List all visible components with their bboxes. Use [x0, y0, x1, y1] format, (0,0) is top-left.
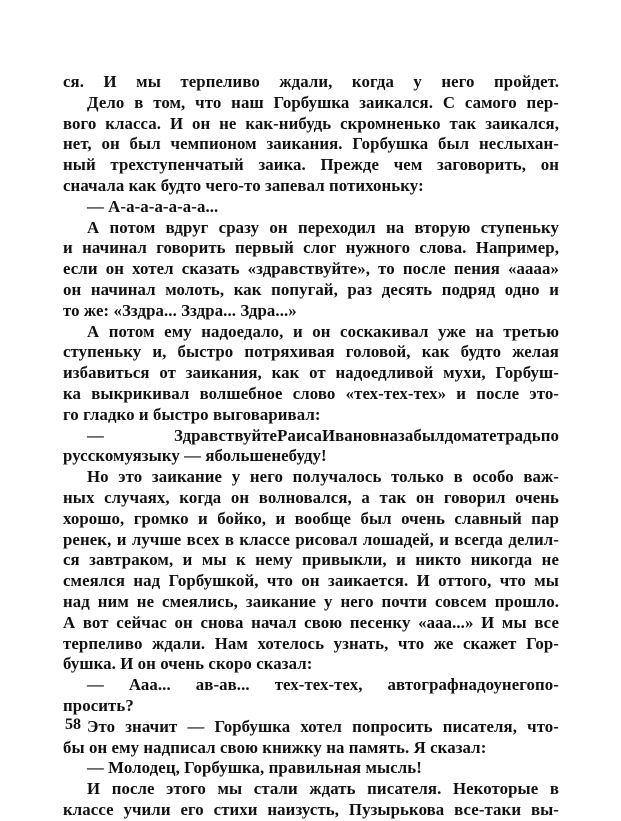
text-line: А вот сейчас он снова начал свою песенку «ааа...» И мы все — [63, 612, 559, 632]
text-line: — Ааа... ав-ав... тех-тех-тех, автографнадоунегопо- — [87, 675, 559, 695]
text-line: ный трехступенчатый заика. Прежде чем заговорить, он — [63, 155, 559, 175]
text-line: А потом ему надоедало, и он соскакивал уже на третью — [87, 321, 559, 341]
text-line: классе учили его стихи наизусть, Пузырькова все-таки вы- — [63, 799, 559, 819]
text-line: русскомуязыку — ябольшенебуду! — [63, 446, 327, 466]
text-line: смеялся над Горбушкой, что он заикается. И оттого, что мы — [63, 571, 559, 591]
text-line: ся. И мы терпеливо ждали, когда у него пройдет. — [63, 72, 559, 91]
text-line: ступеньку и, быстро потряхивая головой, как будто желая — [63, 342, 559, 362]
text-line: над ним не смеялись, заикание у него почти совсем прошло. — [63, 591, 559, 611]
text-line: избавиться от заикания, как от надоедливой мухи, Горбуш- — [63, 363, 559, 383]
book-page-text — [63, 72, 559, 821]
text-line: ных случаях, когда он волновался, а так он говорил очень — [63, 487, 559, 507]
text-line: он начинал молоть, как попугай, раз десять подряд одно и — [63, 279, 559, 299]
text-line: Но это заикание у него получалось только в особо важ- — [87, 467, 559, 487]
text-line: ренек, и лучше всех в классе рисовал лошадей, и всегда делил- — [63, 529, 559, 549]
text-line: го гладко и быстро выговаривал: — [63, 404, 321, 424]
text-line: если он хотел сказать «здравствуйте», то после пения «аааа» — [63, 259, 559, 279]
text-line: нет, он был чемпионом заикания. Горбушка был неслыхан- — [63, 134, 559, 154]
text-line: Дело в том, что наш Горбушка заикался. С самого пер- — [87, 92, 559, 112]
text-line: ся завтраком, и мы к нему привыкли, и никто никогда не — [63, 550, 559, 570]
text-line: сначала как будто чего-то запевал потихоньку: — [63, 175, 424, 195]
text-line: бы он ему надписал свою книжку на память. Я сказал: — [63, 737, 487, 757]
text-line: — А-а-а-а-а-а-а... — [87, 196, 219, 216]
text-line: А потом вдруг сразу он переходил на вторую ступеньку — [87, 217, 559, 237]
text-line: терпеливо ждали. Нам хотелось узнать, что же скажет Гор- — [63, 633, 559, 653]
text-line: бушка. И он очень скоро сказал: — [63, 654, 313, 674]
text-line: ка выкрикивал волшебное слово «тех-тех-тех» и после это- — [63, 383, 559, 403]
text-line: то же: «Зздра... Зздра... Здра...» — [63, 300, 297, 320]
text-line: — ЗдравствуйтеРаисаИвановназабылдоматетрадьпо — [87, 425, 559, 445]
text-line: вого класса. И он не как-нибудь скромненько так заикался, — [63, 113, 559, 133]
text-line: И после этого мы стали ждать писателя. Некоторые в — [87, 779, 559, 799]
text-line: и начинал говорить первый слог нужного слова. Например, — [63, 238, 559, 258]
page-number: 58 — [65, 716, 81, 733]
text-line: — Молодец, Горбушка, правильная мысль! — [87, 758, 422, 778]
text-line: Это значит — Горбушка хотел попросить писателя, что- — [87, 716, 559, 736]
text-line: просить? — [63, 695, 134, 715]
text-line: хорошо, громко и бойко, и вообще был очень славный пар — [63, 508, 559, 528]
